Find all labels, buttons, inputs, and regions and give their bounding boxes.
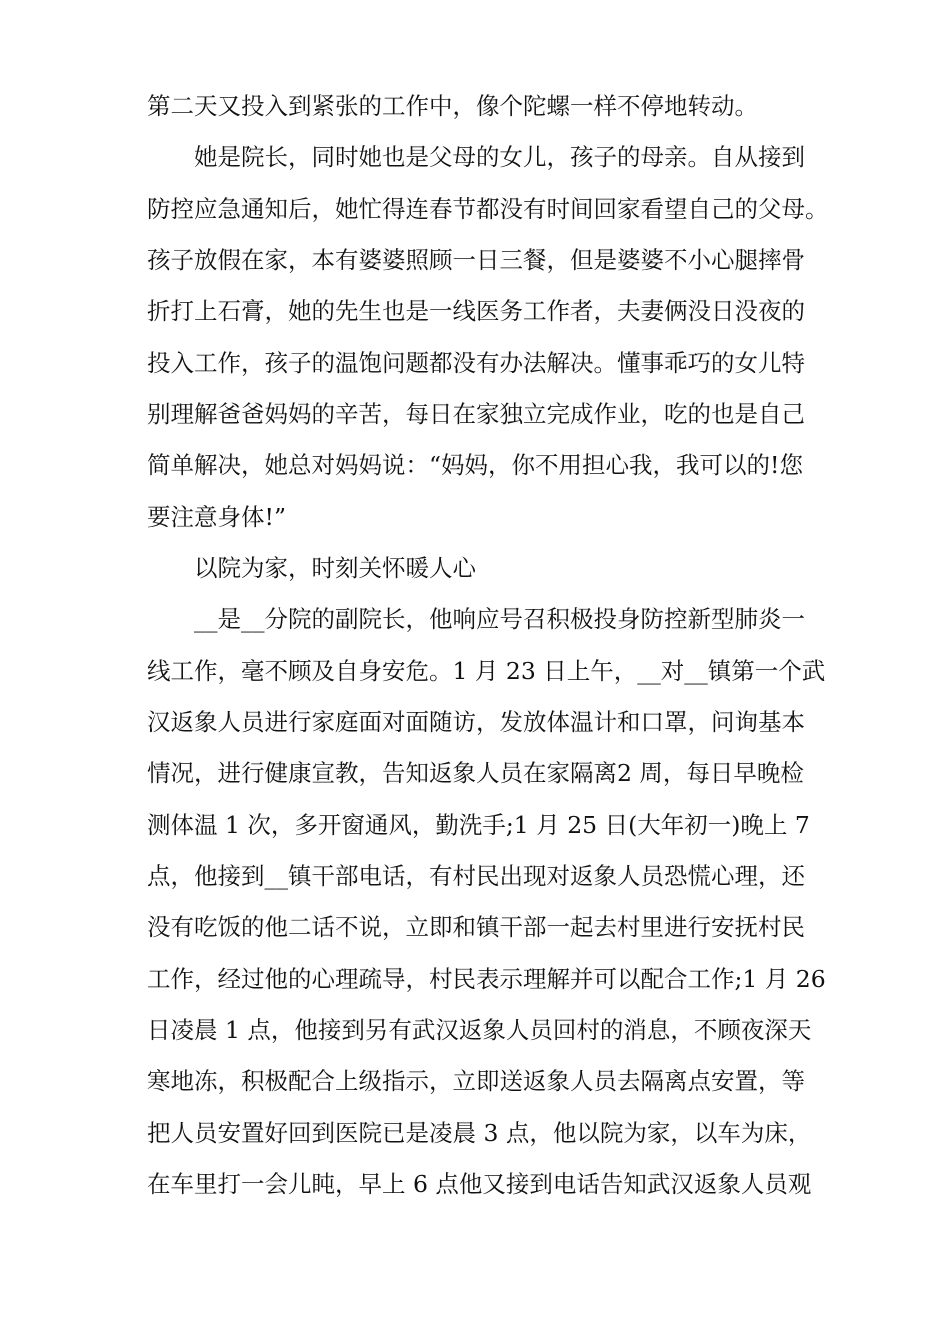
text-line: 第二天又投入到紧张的工作中，像个陀螺一样不停地转动。 <box>147 92 758 120</box>
text-line: 没有吃饭的他二话不说，立即和镇干部一起去村里进行安抚村民 <box>147 913 805 941</box>
text-line: 在车里打一会儿盹，早上 6 点他又接到电话告知武汉返象人员观 <box>147 1170 812 1198</box>
text-line: 日凌晨 1 点，他接到另有武汉返象人员回村的消息，不顾夜深天 <box>147 1016 812 1044</box>
text-line: 线工作，毫不顾及自身安危。1 月 23 日上午，__对__镇第一个武 <box>147 657 826 685</box>
text-line: 要注意身体!” <box>147 503 286 531</box>
text-line: 防控应急通知后，她忙得连春节都没有时间回家看望自己的父母。 <box>147 195 829 223</box>
text-line: 把人员安置好回到医院已是凌晨 3 点，他以院为家，以车为床， <box>147 1119 812 1147</box>
text-line: 点，他接到__镇干部电话，有村民出现对返象人员恐慌心理，还 <box>147 862 805 890</box>
text-line: 孩子放假在家，本有婆婆照顾一日三餐，但是婆婆不小心腿摔骨 <box>147 246 805 274</box>
text-line: 简单解决，她总对妈妈说：“妈妈，你不用担心我，我可以的!您 <box>147 451 803 479</box>
text-line: 工作，经过他的心理疏导，村民表示理解并可以配合工作;1 月 26 <box>147 965 826 993</box>
text-line: 测体温 1 次，多开窗通风，勤洗手;1 月 25 日(大年初一)晚上 7 <box>147 811 810 839</box>
text-line: 投入工作，孩子的温饱问题都没有办法解决。懂事乖巧的女儿特 <box>147 349 805 377</box>
text-line: 寒地冻，积极配合上级指示，立即送返象人员去隔离点安置，等 <box>147 1067 805 1095</box>
text-line: 别理解爸爸妈妈的辛苦，每日在家独立完成作业，吃的也是自己 <box>147 400 805 428</box>
text-line: 她是院长，同时她也是父母的女儿，孩子的母亲。自从接到 <box>194 143 805 171</box>
text-line: 情况，进行健康宣教，告知返象人员在家隔离2 周，每日早晚检 <box>147 759 804 787</box>
text-line: 折打上石膏，她的先生也是一线医务工作者，夫妻俩没日没夜的 <box>147 297 805 325</box>
text-line: __是__分院的副院长，他响应号召积极投身防控新型肺炎一 <box>194 605 805 633</box>
text-line: 汉返象人员进行家庭面对面随访，发放体温计和口罩，问询基本 <box>147 708 805 736</box>
section-heading: 以院为家，时刻关怀暖人心 <box>194 554 476 582</box>
